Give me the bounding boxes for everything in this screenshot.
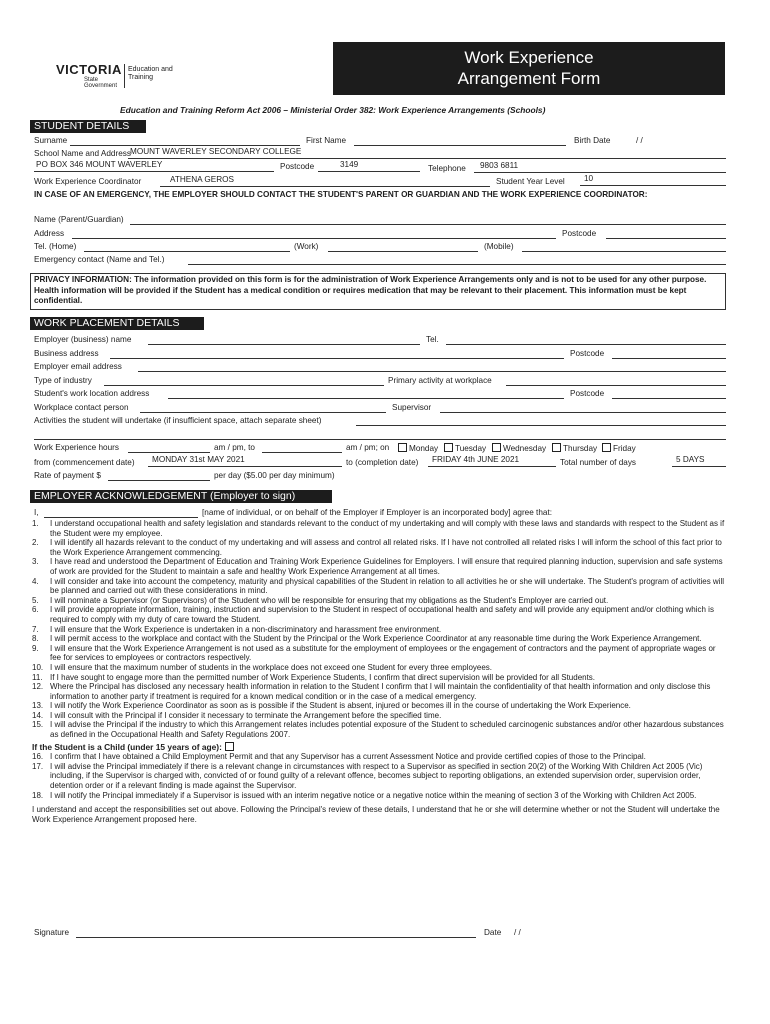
telephone-line: [474, 172, 726, 173]
signature-label: Signature: [34, 928, 70, 937]
work-location-postcode-field[interactable]: [612, 398, 726, 399]
logo-separator: [124, 64, 125, 88]
item-text: I will notify the Principal immediately if a Supervisor is issued with an interim negative notice or a negative notice within the meaning of section 3 of the Working with Children Act 2005.: [50, 790, 697, 800]
employer-name-label: Employer (business) name: [34, 335, 132, 344]
item-number: 8.: [32, 634, 39, 644]
item-number: 4.: [32, 576, 39, 586]
telephone-value[interactable]: 9803 6811: [480, 161, 519, 170]
day-label: Monday: [409, 444, 439, 453]
business-postcode-label: Postcode: [570, 349, 605, 358]
logo-department: Education and Training: [128, 66, 173, 81]
item-number: 7.: [32, 624, 39, 634]
rate-suffix: per day ($5.00 per day minimum): [214, 471, 335, 480]
work-location-postcode-label: Postcode: [570, 389, 605, 398]
postcode2-field[interactable]: [606, 238, 726, 239]
year-level-label: Student Year Level: [496, 177, 565, 186]
from-date-value[interactable]: MONDAY 31st MAY 2021: [152, 455, 245, 464]
day-checkbox-thursday[interactable]: [552, 443, 597, 454]
item-number: 3.: [32, 557, 39, 567]
tel-mobile-field[interactable]: [522, 251, 726, 252]
coordinator-line: [160, 186, 490, 187]
item-number: 1.: [32, 519, 39, 528]
year-level-line: [580, 185, 726, 186]
school-label: School Name and Address: [34, 149, 131, 158]
primary-activity-field[interactable]: [506, 385, 726, 386]
item-text: I will provide appropriate information, training, instruction and supervision to the Student in respect of occupational health and safety and will provide any equipment and/or clothing which is required to comply with my duty of care toward the Student.: [50, 605, 714, 624]
item-number: 2.: [32, 538, 39, 548]
item-number: 5.: [32, 595, 39, 605]
employer-i-label: I,: [34, 508, 39, 517]
list-item: [32, 557, 727, 576]
list-item: [32, 720, 727, 739]
first-name-label: First Name: [306, 136, 347, 145]
day-label: Tuesday: [455, 444, 487, 453]
form-title-line2: Arrangement Form: [457, 69, 601, 88]
address-field[interactable]: [72, 238, 556, 239]
item-number: 11.: [32, 672, 43, 682]
tel-work-field[interactable]: [328, 251, 478, 252]
activities-field-line2[interactable]: [34, 439, 726, 440]
item-text: I will advise the Principal immediately if there is a relevant change in circumstances with respect to a Supervisor as specified in section 20(2) of the Working With Children Act 2005 (Vic) including, if the Supervisor is charged with, convicted of or found guilty of a relevant offence, becomes subject to reporting obligations, an extended supervision order, supervision order, detention order or if a relevant finding is made against the Supervisor.: [50, 761, 703, 791]
employer-name-field[interactable]: [148, 344, 420, 345]
employer-email-field[interactable]: [138, 371, 726, 372]
day-checkbox-monday[interactable]: [398, 443, 438, 454]
item-text: I will consult with the Principal if I consider it necessary to terminate the Arrangement before the specified time.: [50, 710, 442, 720]
item-text: I will identify all hazards relevant to the conduct of my undertaking and will assess and control all related risks. If I have not controlled all related risks I will inform the school of this fact prior to the Work Experience Arrangement commencing.: [50, 538, 722, 557]
form-title-line1: Work Experience: [464, 48, 594, 67]
privacy-information: PRIVACY INFORMATION: The information provided on this form is for the administration of Work Experience Arrangements only and is not to be used for any other purpose. Health information will be provided if the Student has a medical condition or requires medication that may be relevant to their placement. This information must be kept confidential.: [34, 275, 707, 305]
coordinator-label: Work Experience Coordinator: [34, 177, 142, 186]
employer-acknowledgement-heading: EMPLOYER ACKNOWLEDGEMENT (Employer to sign): [30, 490, 332, 503]
item-text: If I have sought to engage more than the permitted number of Work Experience Students, I confirm that direct supervision will be provided for all Students.: [50, 672, 596, 682]
list-item: [32, 605, 727, 624]
business-postcode-field[interactable]: [612, 358, 726, 359]
list-item: [32, 538, 727, 557]
day-checkbox-tuesday[interactable]: [444, 443, 486, 454]
item-number: 10.: [32, 662, 44, 672]
supervisor-field[interactable]: [440, 412, 726, 413]
item-number: 16.: [32, 752, 44, 762]
item-text: I have read and understood the Department of Education and Training Work Experience Guidelines for Employers. I will ensure that required planning induction, supervision and safe systems of work are provided for the Student to maintain a safe and healthy Work Experience Arrangement at all times.: [50, 557, 723, 576]
list-item: [32, 625, 727, 635]
signature-field[interactable]: [76, 937, 476, 938]
primary-activity-label: Primary activity at workplace: [388, 376, 492, 385]
item-number: 9.: [32, 643, 39, 653]
list-item: [32, 577, 727, 596]
item-number: 14.: [32, 710, 44, 720]
tel-work-label: (Work): [294, 242, 319, 251]
item-text: I will notify the Work Experience Coordinator as soon as is possible if the Student is absent, injured or becomes ill in the course of undertaking the Work Experience.: [50, 701, 631, 711]
date-field[interactable]: / /: [514, 928, 521, 937]
postcode-line: [318, 171, 420, 172]
school-name-line: [128, 158, 726, 159]
employer-tel-label: Tel.: [426, 335, 439, 344]
item-text: I will permit access to the workplace and contact with the Student by the Principal or the Work Experience Coordinator at any reasonable time during the Work Experience Arrangement.: [50, 634, 702, 644]
to-date-line: [428, 466, 556, 467]
school-address-value[interactable]: PO BOX 346 MOUNT WAVERLEY: [36, 160, 163, 169]
day-checkbox-friday[interactable]: [602, 443, 636, 454]
year-level-value[interactable]: 10: [584, 174, 594, 183]
checkbox-icon: [398, 443, 407, 452]
emergency-contact-field[interactable]: [188, 264, 726, 265]
list-item: [32, 752, 727, 762]
child-checkbox[interactable]: [225, 742, 234, 751]
rate-label: Rate of payment $: [34, 471, 101, 480]
to-date-value[interactable]: FRIDAY 4th JUNE 2021: [432, 455, 520, 464]
hours-label: Work Experience hours: [34, 443, 119, 452]
item-number: 13.: [32, 701, 44, 711]
day-label: Wednesday: [503, 444, 547, 453]
from-date-line: [148, 466, 342, 467]
contact-person-label: Workplace contact person: [34, 403, 129, 412]
surname-label: Surname: [34, 136, 68, 145]
emergency-instruction: IN CASE OF AN EMERGENCY, THE EMPLOYER SHOULD CONTACT THE STUDENT'S PARENT OR GUARDIAN AND THE WORK EXPERIENCE COORDINATOR:: [34, 190, 648, 199]
employer-agree-statement: [name of individual, or on behalf of the Employer if Employer is an incorporated body] agree that:: [202, 508, 552, 517]
item-text: I will ensure that the Work Experience is undertaken in a non-discriminatory and harassment free environment.: [50, 624, 442, 634]
item-number: 17.: [32, 761, 44, 771]
coordinator-value[interactable]: ATHENA GEROS: [170, 175, 234, 184]
employer-obligations-list: [32, 519, 727, 824]
item-text: I understand occupational health and safety legislation and standards relevant to the conduct of my undertaking and will comply with these laws and standards with respect to the Student as if the Student were my employee.: [50, 519, 725, 538]
list-item: [32, 644, 727, 663]
item-text: I will ensure that the Work Experience Arrangement is not used as a substitute for the employment of employees or the engagement of contractors and the payment of appropriate wages or fee for services to employees or contractors respectively.: [50, 643, 716, 663]
business-address-field[interactable]: [110, 358, 564, 359]
rate-field[interactable]: [108, 480, 210, 481]
birth-date-field[interactable]: / /: [636, 136, 643, 145]
logo-subtext: State Government: [84, 77, 118, 89]
list-item: [32, 596, 727, 606]
list-item: [32, 519, 727, 538]
date-label: Date: [484, 928, 502, 937]
postcode-value[interactable]: 3149: [340, 160, 359, 169]
item-number: 6.: [32, 605, 39, 615]
child-heading-text: If the Student is a Child (under 15 years of age):: [32, 741, 222, 752]
student-details-heading: STUDENT DETAILS: [30, 120, 146, 133]
parent-guardian-label: Name (Parent/Guardian): [34, 215, 124, 224]
list-item: [32, 711, 727, 721]
employer-email-label: Employer email address: [34, 362, 122, 371]
surname-field[interactable]: [70, 145, 300, 146]
item-text: Where the Principal has disclosed any necessary health information in relation to the Student I confirm that I will maintain the confidentiality of that health information and only disclose this information to another party if treatment is required for a known medical condition or in the case of a medical emergency.: [50, 682, 711, 701]
work-location-label: Student's work location address: [34, 389, 150, 398]
checkbox-icon: [602, 443, 611, 452]
day-label: Thursday: [563, 444, 598, 453]
day-label: Friday: [613, 444, 636, 453]
work-placement-heading: WORK PLACEMENT DETAILS: [30, 317, 204, 330]
list-item: [32, 663, 727, 673]
total-days-label: Total number of days: [560, 458, 637, 467]
activities-field[interactable]: [356, 425, 726, 426]
list-item: [32, 791, 727, 801]
item-number: 12.: [32, 682, 44, 692]
school-name-value[interactable]: MOUNT WAVERLEY SECONDARY COLLEGE: [130, 147, 302, 156]
item-text: I confirm that I have obtained a Child Employment Permit and that any Supervisor has a current Assessment Notice and provide certified copies of those to the Principal.: [50, 752, 646, 762]
list-item: [32, 762, 727, 791]
checkbox-icon: [444, 443, 453, 452]
telephone-label: Telephone: [428, 164, 466, 173]
legislation-reference: Education and Training Reform Act 2006 – Ministerial Order 382: Work Experience Arrangements (Schools): [120, 105, 546, 115]
child-section-heading: [32, 742, 727, 753]
supervisor-label: Supervisor: [392, 403, 432, 412]
first-name-field[interactable]: [354, 145, 566, 146]
school-address-line: [34, 171, 274, 172]
checkbox-icon: [552, 443, 561, 452]
tel-home-label: Tel. (Home): [34, 242, 77, 251]
activities-label: Activities the student will undertake (if insufficient space, attach separate sheet): [34, 416, 322, 425]
item-text: I will nominate a Supervisor (or Supervisors) of the Student who will be responsible for ensuring that my obligations as the Student's Employer are carried out.: [50, 595, 609, 605]
parent-guardian-field[interactable]: [130, 224, 726, 225]
industry-label: Type of industry: [34, 376, 92, 385]
logo-brand: VICTORIA: [56, 62, 122, 77]
employer-individual-name-field[interactable]: [44, 517, 198, 518]
work-location-field[interactable]: [168, 398, 564, 399]
item-number: 18.: [32, 790, 44, 800]
contact-person-field[interactable]: [140, 412, 386, 413]
ampm-on-label: am / pm; on: [346, 443, 390, 452]
day-checkbox-wednesday[interactable]: [492, 443, 546, 454]
business-address-label: Business address: [34, 349, 99, 358]
hours-end-field[interactable]: [262, 452, 342, 453]
total-days-line: [672, 466, 726, 467]
total-days-value[interactable]: 5 DAYS: [676, 455, 705, 464]
industry-field[interactable]: [104, 385, 384, 386]
closing-statement: I understand and accept the responsibilities set out above. Following the Principal's review of these details, I understand that he or she will determine whether or not the Student will undertake the Work Experience Arrangement proposed here.: [32, 805, 720, 824]
ampm-to-label: am / pm, to: [214, 443, 255, 452]
list-item: [32, 701, 727, 711]
list-item: [32, 682, 727, 701]
address-label: Address: [34, 229, 65, 238]
item-text: I will consider and take into account the competency, maturity and physical capabilities of the Student in relation to all activities he or she will undertake. The Student's program of activities will be planned and carried out with these considerations in mind.: [50, 576, 725, 596]
list-item: [32, 673, 727, 683]
item-text: I will ensure that the maximum number of students in the workplace does not exceed one Student for every three employees.: [50, 662, 493, 672]
item-number: 15.: [32, 720, 44, 730]
birth-date-label: Birth Date: [574, 136, 611, 145]
form-title-box: [333, 42, 725, 95]
emergency-contact-label: Emergency contact (Name and Tel.): [34, 255, 165, 264]
to-date-label: to (completion date): [346, 458, 419, 467]
item-text: I will advise the Principal if the industry to which this Arrangement relates includes potential exposure of the Student to scheduled carcinogenic substances and/or other hazardous substances as defined in the Occupational Health and Safety Regulations 2007.: [50, 720, 724, 740]
hours-start-field[interactable]: [128, 452, 210, 453]
postcode2-label: Postcode: [562, 229, 597, 238]
victoria-government-logo: [46, 58, 176, 94]
from-date-label: from (commencement date): [34, 458, 135, 467]
employer-tel-field[interactable]: [446, 344, 726, 345]
postcode-label: Postcode: [280, 162, 315, 171]
tel-mobile-label: (Mobile): [484, 242, 514, 251]
list-item: [32, 634, 727, 644]
checkbox-icon: [492, 443, 501, 452]
tel-home-field[interactable]: [84, 251, 290, 252]
